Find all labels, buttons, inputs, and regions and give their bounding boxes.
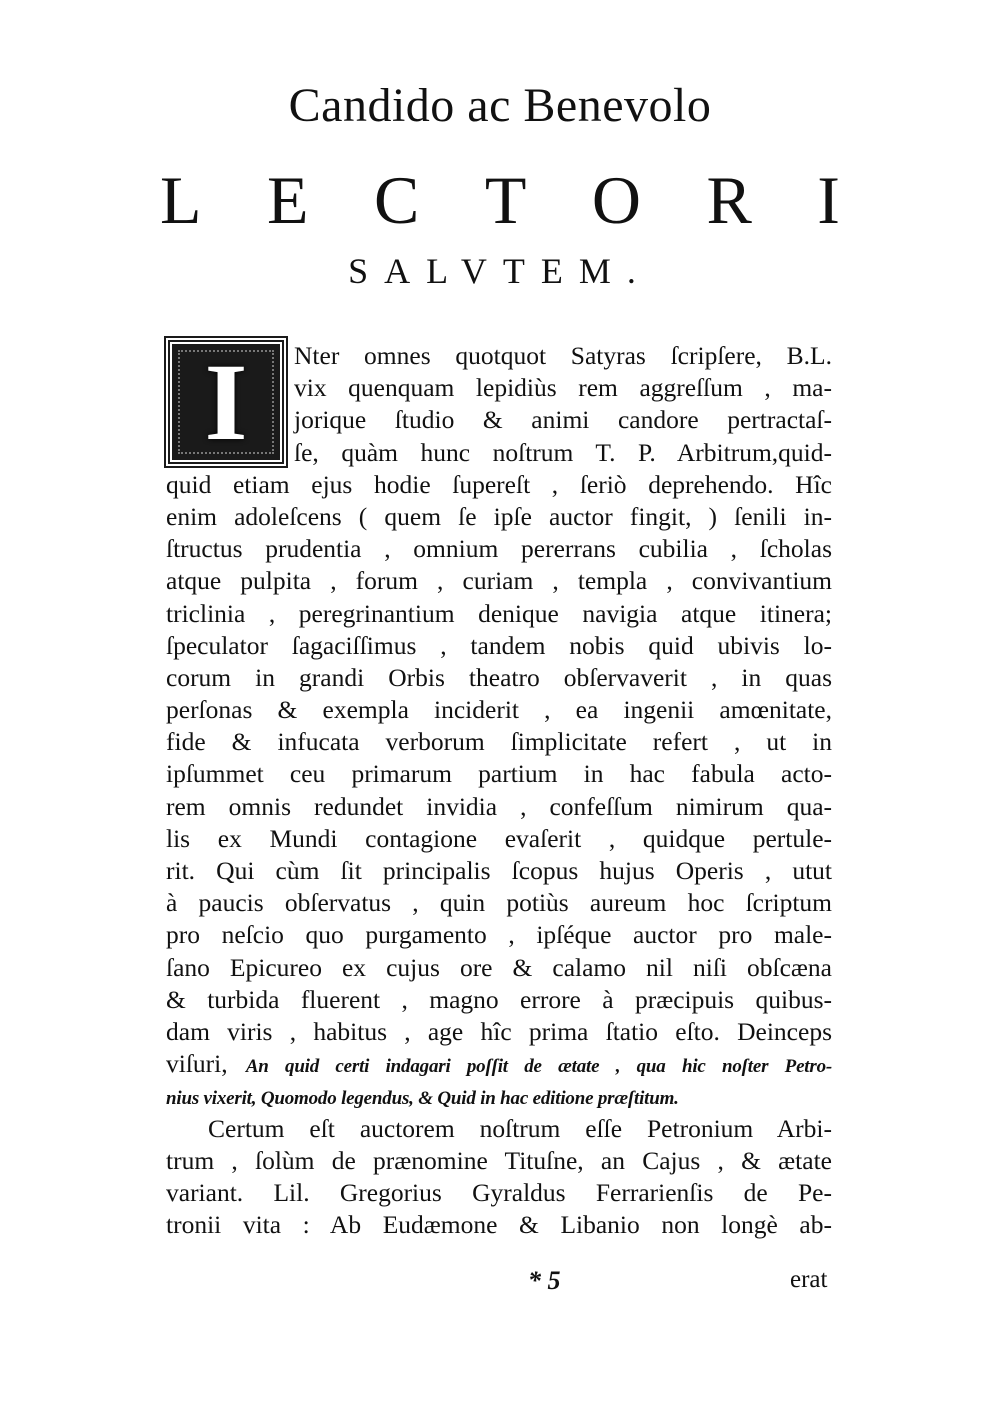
text-line: dam viris , habitus , age hîc prima ſtatio eſto. Deinceps [166, 1016, 832, 1046]
text-line: ſano Epicureo ex cujus ore & calamo nil niſi obſcæna [166, 952, 832, 982]
salutem-heading: SALVTEM. [348, 251, 652, 291]
italic-fragment: An quid certi indagari poſſit de ætate , qua hic noſter Petro- [245, 1056, 832, 1078]
text-line: trum , ſolùm de prænomine Tituſne, an Cajus , & ætate [166, 1145, 832, 1175]
italic-fragment: nius vixerit, Quomodo legendus, & Quid in hac editione præſtitum. [166, 1088, 679, 1110]
text-line: lis ex Mundi contagione evaſerit , quidque pertule- [166, 823, 832, 853]
lectori-letter: C [374, 162, 420, 238]
text-line-italic [166, 1080, 832, 1112]
text-line: triclinia , peregrinantium denique navigia atque itinera; [166, 598, 832, 628]
text-line: ſe, quàm hunc noſtrum T. P. Arbitrum,quid- [294, 437, 832, 467]
lectori-heading [160, 160, 840, 240]
text-line: enim adoleſcens ( quem ſe ipſe auctor fingit, ) ſenili in- [166, 501, 832, 531]
text-line: variant. Lil. Gregorius Gyraldus Ferrarienſis de Pe- [166, 1177, 832, 1207]
text-line-mixed [166, 1048, 832, 1080]
text-line: vix quenquam lepidiùs rem aggreſſum , ma- [294, 373, 832, 403]
signature-mark: * 5 [528, 1266, 561, 1295]
lectori-letter: O [591, 162, 641, 238]
text-line: rit. Qui cùm ſit principalis ſcopus hujus Operis , utut [166, 856, 832, 885]
text-line: atque pulpita , forum , curiam , templa , convivantium [166, 566, 832, 596]
text-line: ſtructus prudentia , omnium pererrans cubilia , ſcholas [166, 534, 832, 564]
lectori-letter: E [267, 162, 309, 238]
text-line: ſpeculator ſagaciſſimus , tandem nobis quid ubivis lo- [166, 630, 832, 660]
text-line: quid etiam ejus hodie ſupereſt , ſeriò deprehendo. Hîc [166, 469, 832, 499]
text-line: perſonas & exempla inciderit , ea ingenii amœnitate, [166, 695, 832, 725]
body-text [166, 340, 832, 1241]
lectori-letter: R [706, 162, 752, 238]
text-fragment: viſuri, [166, 1049, 228, 1079]
text-line: à paucis obſervatus , quin potiùs aureum hoc ſcriptum [166, 888, 832, 918]
lectori-letter: L [160, 162, 202, 238]
text-line: rem omnis redundet invidia , confeſſum nimirum qua- [166, 791, 832, 821]
text-line: jorique ſtudio & animi candore pertractaſ- [294, 405, 832, 435]
text-line: tronii vita : Ab Eudæmone & Libanio non longè ab- [166, 1210, 832, 1240]
text-line: ipſummet ceu primarum partium in hac fabula acto- [166, 759, 832, 789]
text-line: corum in grandi Orbis theatro obſervaverit , in quas [166, 662, 832, 692]
text-line: pro neſcio quo purgamento , ipſéque auctor pro male- [166, 920, 832, 950]
text-line: fide & infucata verborum ſimplicitate refert , ut in [166, 727, 832, 757]
lectori-letter: I [817, 162, 840, 238]
page-title: Candido ac Benevolo [288, 79, 712, 132]
lectori-letter: T [484, 162, 527, 238]
text-line: & turbida fluerent , magno errore à præcipuis quibus- [166, 984, 832, 1014]
text-line: Nter omnes quotquot Satyras ſcripſere, B.L. [294, 341, 832, 370]
dropcap-letter: I [204, 340, 248, 463]
text-line: Certum eſt auctorem noſtrum eſſe Petronium Arbi- [208, 1113, 832, 1143]
catchword: erat [790, 1266, 828, 1293]
